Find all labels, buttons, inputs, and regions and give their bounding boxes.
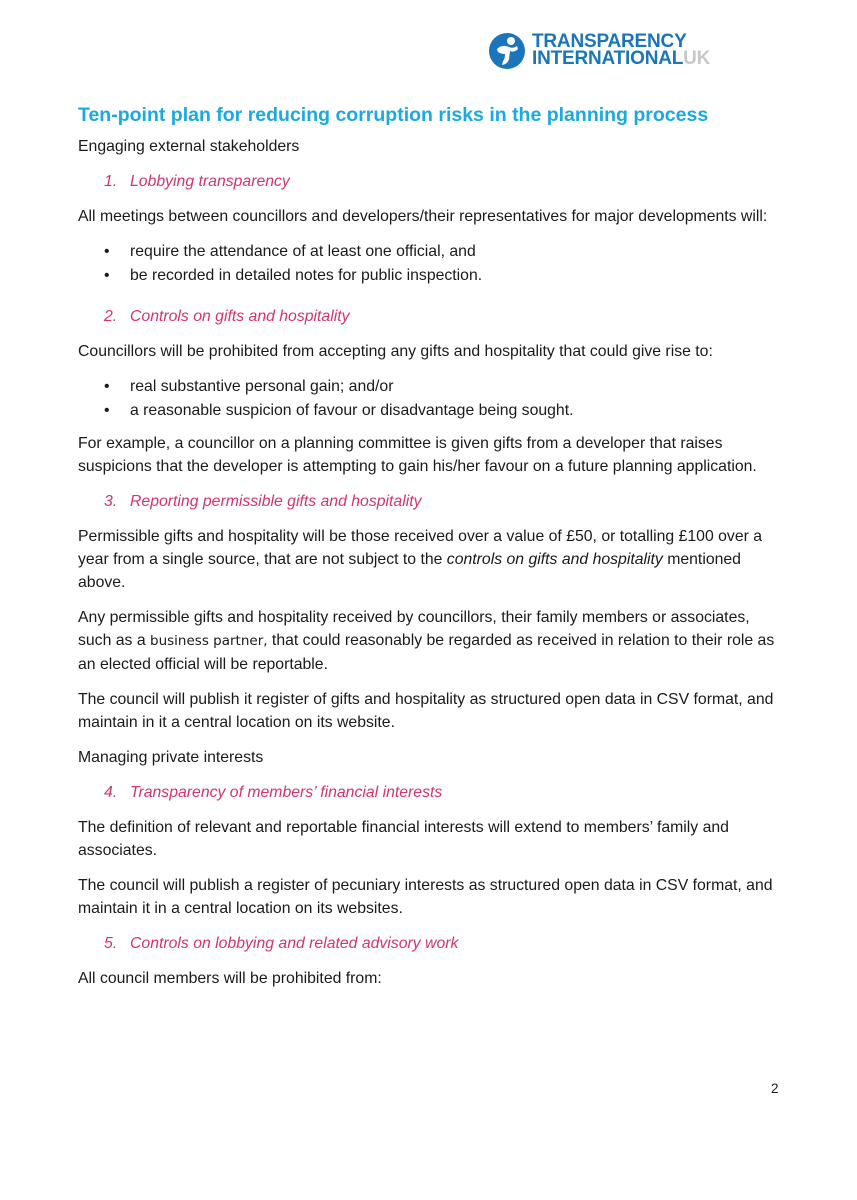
s3-paragraph-1: Permissible gifts and hospitality will be those received over a value of £50, or totalling £100 over a year from a single source, that are not subject to the controls on gifts and hospitality mentioned above. xyxy=(78,528,763,591)
heading-1-number: 1. xyxy=(104,173,118,190)
heading-2-number: 2. xyxy=(104,308,118,325)
bullet-icon: • xyxy=(104,402,110,419)
heading-1 xyxy=(104,170,783,193)
page-number: 2 xyxy=(771,1081,779,1096)
s4-paragraph-1: The definition of relevant and reportable financial interests will extend to members’ family and associates. xyxy=(78,819,729,859)
bullet-icon: • xyxy=(104,243,110,260)
logo-line1: TRANSPARENCY xyxy=(532,31,687,52)
logo-uk: UK xyxy=(683,48,711,69)
heading-2-text: Controls on gifts and hospitality xyxy=(130,308,350,325)
s1-bullet-list xyxy=(78,240,783,287)
s5-paragraph: All council members will be prohibited from: xyxy=(78,970,382,987)
heading-2 xyxy=(104,305,783,328)
s2-bullet-list xyxy=(78,375,783,422)
logo-line2: INTERNATIONAL xyxy=(532,48,684,69)
heading-4-number: 4. xyxy=(104,784,118,801)
heading-5-text: Controls on lobbying and related advisory work xyxy=(130,935,459,952)
emphasis: controls on gifts and hospitality xyxy=(446,551,663,568)
s3-paragraph-2: Any permissible gifts and hospitality received by councillors, their family members or associates, such as a business partner, that could reasonably be regarded as received in relation to their role as an elected official will be reportable. xyxy=(78,609,775,673)
heading-5-number: 5. xyxy=(104,935,118,952)
document-body xyxy=(78,102,783,1002)
section-private-interests: Managing private interests xyxy=(78,749,264,766)
list-item: • be recorded in detailed notes for public inspection. xyxy=(78,264,783,287)
bullet-icon: • xyxy=(104,267,110,284)
s2-paragraph: Councillors will be prohibited from accepting any gifts and hospitality that could give rise to: xyxy=(78,343,713,360)
logo-wordmark xyxy=(532,33,710,67)
page-title: Ten-point plan for reducing corruption risks in the planning process xyxy=(78,104,709,126)
heading-5 xyxy=(104,932,783,955)
s1-paragraph: All meetings between councillors and developers/their representatives for major developments will: xyxy=(78,208,768,225)
s3-paragraph-3: The council will publish it register of gifts and hospitality as structured open data in CSV format, and maintain in it a central location on its website. xyxy=(78,691,774,731)
transparency-figure-icon xyxy=(488,32,526,70)
heading-3 xyxy=(104,490,783,513)
s2-example-paragraph: For example, a councillor on a planning committee is given gifts from a developer that raises suspicions that the developer is attempting to gain his/her favour on a future planning application. xyxy=(78,435,757,475)
heading-4-text: Transparency of members’ financial interests xyxy=(130,784,443,801)
bullet-icon: • xyxy=(104,378,110,395)
heading-4 xyxy=(104,781,783,804)
heading-1-text: Lobbying transparency xyxy=(130,173,290,190)
list-item: • a reasonable suspicion of favour or disadvantage being sought. xyxy=(78,399,783,422)
section-intro: Engaging external stakeholders xyxy=(78,138,300,155)
list-item: • real substantive personal gain; and/or xyxy=(78,375,783,398)
list-item: • require the attendance of at least one official, and xyxy=(78,240,783,263)
s4-paragraph-2: The council will publish a register of pecuniary interests as structured open data in CSV format, and maintain it in a central location on its websites. xyxy=(78,877,773,917)
heading-3-text: Reporting permissible gifts and hospitality xyxy=(130,493,422,510)
heading-3-number: 3. xyxy=(104,493,118,510)
ti-uk-logo xyxy=(488,32,728,72)
